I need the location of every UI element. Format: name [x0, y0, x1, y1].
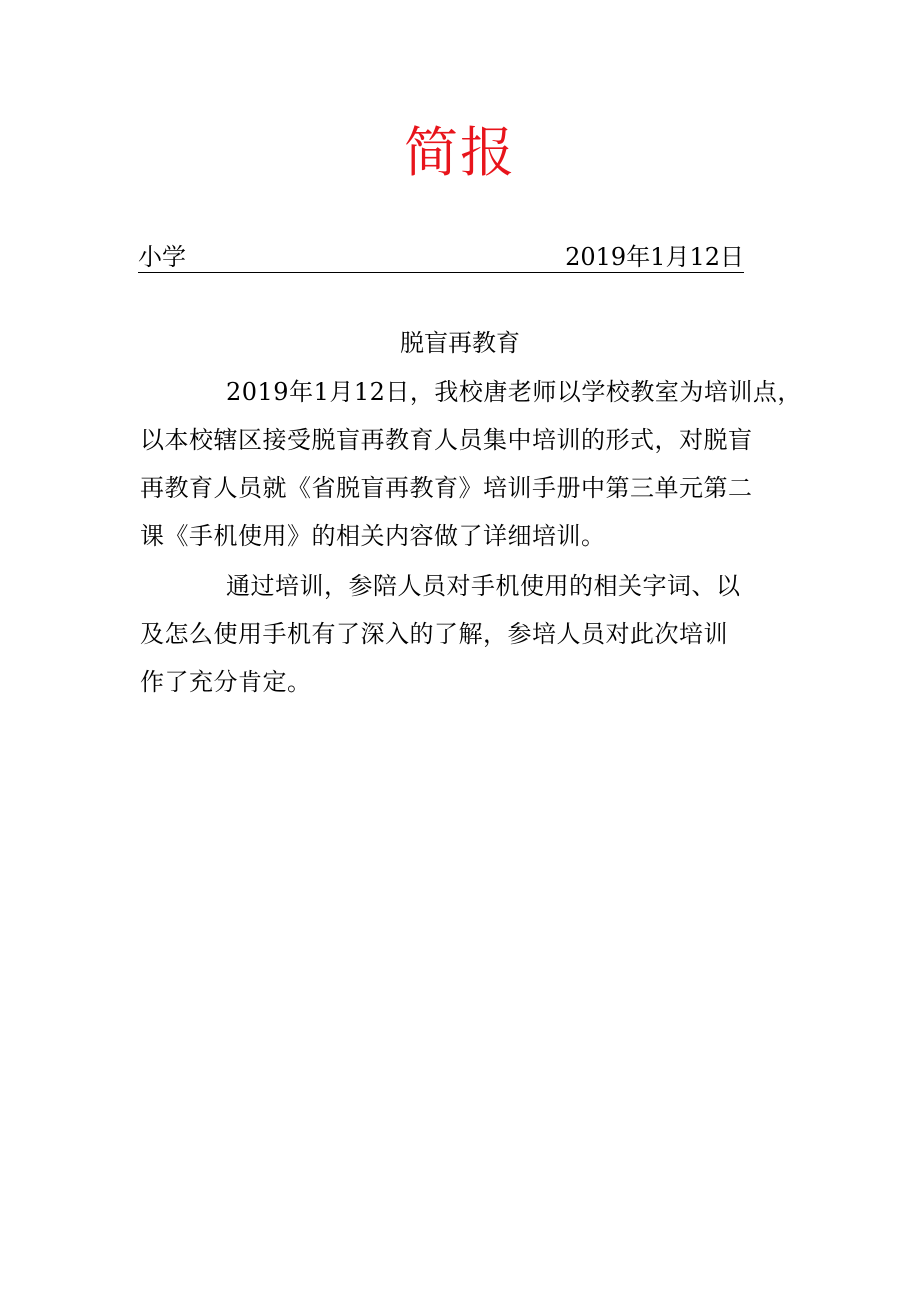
paragraph-1-line-2: 以本校辖区接受脱盲再教育人员集中培训的形式，对脱盲 — [140, 426, 753, 454]
document-title: 简报 — [404, 121, 516, 184]
paragraph-1-line-4: 课《手机使用》的相关内容做了详细培训。 — [140, 522, 606, 550]
school-name: 小学 — [138, 243, 186, 271]
paragraph-1 — [140, 368, 802, 560]
article-subtitle: 脱盲再教育 — [400, 329, 520, 357]
paragraph-1-line-3: 再教育人员就《省脱盲再教育》培训手册中第三单元第二 — [140, 474, 753, 502]
paragraph-2-line-1: 通过培训，参陪人员对手机使用的相关字词、以 — [226, 572, 741, 600]
paragraph-1-line-1: 2019年1月12日，我校唐老师以学校教室为培训点， — [226, 378, 802, 406]
paragraph-2 — [140, 562, 790, 706]
report-date: 2019年1月12日 — [565, 243, 744, 271]
paragraph-2-line-2: 及怎么使用手机有了深入的了解，参培人员对此次培训 — [140, 620, 728, 648]
document-header-line — [138, 240, 744, 273]
paragraph-2-line-3: 作了充分肯定。 — [140, 668, 312, 696]
